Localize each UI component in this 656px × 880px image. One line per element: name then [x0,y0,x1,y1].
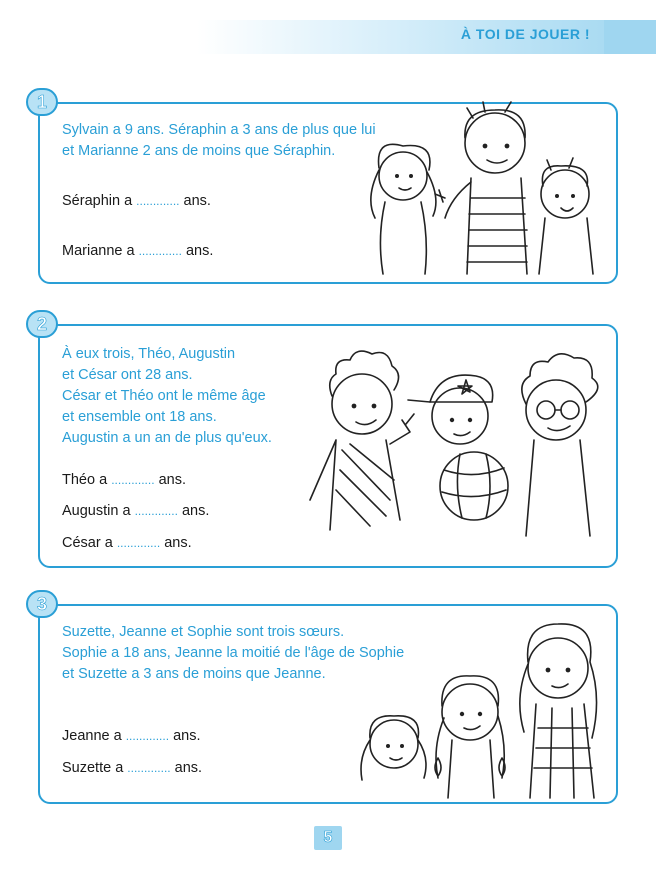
answer-label: Augustin a [62,503,131,519]
answer-unit: ans. [164,535,192,551]
answer-unit: ans. [183,193,211,209]
answer-line [62,728,201,744]
exercise-number-badge: 1 [26,88,58,116]
problem-line: À eux trois, Théo, Augustin [62,346,236,362]
problem-line: et César ont 28 ans. [62,367,193,383]
answer-unit: ans. [174,760,203,776]
exercise-number-badge: 2 [26,310,58,338]
answer-line [62,760,202,776]
sisters-illustration-3 [352,608,616,800]
answer-blank[interactable]: ............. [138,244,182,258]
answer-blank[interactable]: ............. [125,729,170,743]
answer-line [62,503,209,519]
answer-blank[interactable]: ............. [127,761,171,775]
answer-label: Séraphin a [62,193,133,209]
answer-unit: ans. [173,728,201,744]
page-number: 5 [314,826,342,850]
problem-line: et Marianne 2 ans de moins que Séraphin. [62,143,336,159]
answer-blank[interactable]: ............. [134,504,178,518]
problem-line: César et Théo ont le même âge [62,388,266,404]
header-tab [604,20,656,54]
problem-line: Sylvain a 9 ans. Séraphin a 3 ans de plus que lui [62,122,376,138]
answer-blank[interactable]: ............. [111,473,155,487]
problem-statement [62,344,272,449]
problem-statement [62,120,376,162]
problem-line: Suzette, Jeanne et Sophie sont trois sœurs. [62,624,345,640]
problem-line: et ensemble ont 18 ans. [62,409,217,425]
exercise-number-badge: 3 [26,590,58,618]
problem-line: Sophie a 18 ans, Jeanne la moitié de l'âge de Sophie [62,645,405,661]
problem-line: et Suzette a 3 ans de moins que Jeanne. [62,666,326,682]
answer-label: Marianne a [62,243,135,259]
answer-line [62,193,211,209]
answer-unit: ans. [181,503,210,519]
answer-unit: ans. [185,243,214,259]
answer-line [62,535,192,551]
answer-label: Suzette a [62,760,124,776]
answer-line [62,243,213,259]
problem-line: Augustin a un an de plus qu'eux. [62,430,272,446]
answer-blank[interactable]: ............. [116,536,161,550]
page-title: À TOI DE JOUER ! [460,26,590,42]
answer-blank[interactable]: ............. [136,194,180,208]
answer-label: César a [62,535,113,551]
children-illustration-1 [355,98,605,278]
answer-line [62,472,186,488]
answer-label: Jeanne a [62,728,122,744]
answer-label: Théo a [62,472,108,488]
answer-unit: ans. [158,472,186,488]
children-illustration-2 [290,340,616,540]
